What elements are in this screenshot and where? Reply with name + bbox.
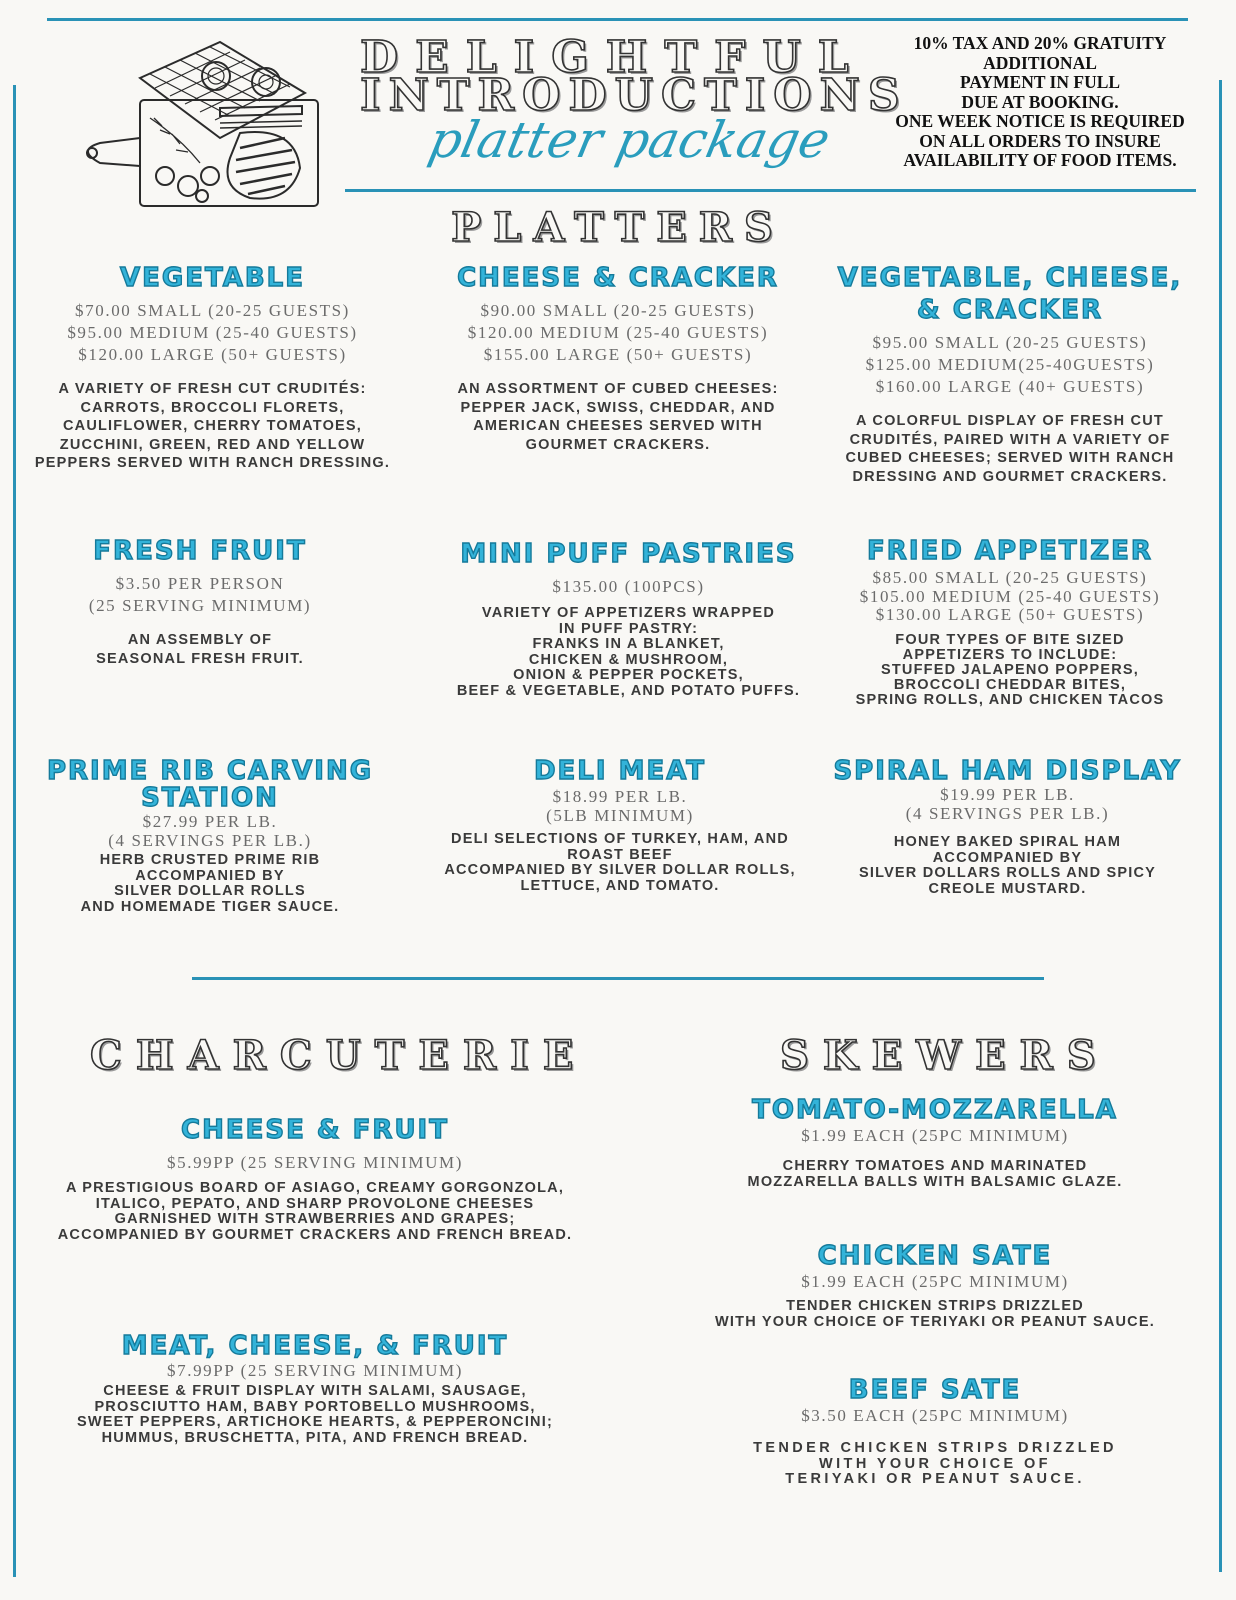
item-name: FRIED APPETIZER — [867, 536, 1153, 566]
item-name: CHEESE & FRUIT — [181, 1115, 449, 1145]
item-name: MINI PUFF PASTRIES — [460, 539, 797, 569]
item-name: PRIME RIB CARVING STATION — [46, 756, 374, 813]
charcuterie-heading: CHARCUTERIE — [90, 1032, 588, 1079]
item-name: MEAT, CHEESE, & FRUIT — [121, 1331, 509, 1361]
item-name: VEGETABLE, CHEESE, & CRACKER — [837, 263, 1183, 325]
menu-item-chicken-sate: CHICKEN SATE $1.99 EACH (25PC MINIMUM) TENDER CHICKEN STRIPS DRIZZLED WITH YOUR CHOICE OF TERIYAKI OR PEANUT SAUCE. — [665, 1241, 1205, 1330]
item-name: BEEF SATE — [848, 1375, 1022, 1405]
item-name: DELI MEAT — [533, 756, 707, 786]
item-name: FRESH FRUIT — [93, 536, 307, 566]
item-name: TOMATO-MOZZARELLA — [752, 1095, 1118, 1125]
script-subtitle: platter package — [423, 111, 836, 169]
menu-item-vegetable-cheese-cracker: VEGETABLE, CHEESE, & CRACKER $95.00 SMALL (20-25 GUESTS) $125.00 MEDIUM(25-40GUESTS) $160.00 LARGE (40+ GUESTS) A COLORFUL DISPLAY OF FRESH CUT CRUDITÉS, PAIRED WITH A VARIETY OF CUBED CHEESES; SERVED WITH RANCH DRESSING AND GOURMET CRACKERS. — [815, 262, 1205, 486]
title-line-2: INTRODUCTIONS — [360, 70, 908, 121]
title-line-1: DELIGHTFUL — [360, 32, 866, 83]
booking-notice: 10% TAX AND 20% GRATUITY ADDITIONAL PAYMENT IN FULL DUE AT BOOKING. ONE WEEK NOTICE IS REQUIRED ON ALL ORDERS TO INSURE AVAILABILITY OF FOOD ITEMS. — [895, 33, 1185, 170]
skewers-heading: SKEWERS — [780, 1032, 1110, 1079]
menu-item-vegetable: VEGETABLE $70.00 SMALL (20-25 GUESTS) $95.00 MEDIUM (25-40 GUESTS) $120.00 LARGE (50+ GUESTS) A VARIETY OF FRESH CUT CRUDITÉS: CARROTS, BROCCOLI FLORETS, CAULIFLOWER, CHERRY TOMATOES, ZUCCHINI, GREEN, RED AND YELLOW PEPPERS SERVED WITH RANCH DRESSING. — [10, 262, 415, 473]
section-divider — [192, 977, 1044, 980]
item-name: VEGETABLE — [120, 263, 305, 293]
menu-item-spiral-ham-display: SPIRAL HAM DISPLAY $19.99 PER LB. (4 SERVINGS PER LB.) HONEY BAKED SPIRAL HAM ACCOMPANIED BY SILVER DOLLARS ROLLS AND SPICY CREOLE MUSTARD. — [815, 758, 1200, 897]
right-border — [1219, 80, 1222, 1572]
item-name: CHEESE & CRACKER — [457, 263, 779, 293]
menu-item-beef-sate: BEEF SATE $3.50 EACH (25PC MINIMUM) TENDER CHICKEN STRIPS DRIZZLED WITH YOUR CHOICE OF TERIYAKI OR PEANUT SAUCE. — [665, 1375, 1205, 1488]
cutting-board-icon — [70, 38, 325, 210]
item-name: SPIRAL HAM DISPLAY — [833, 756, 1182, 786]
menu-item-tomato-mozzarella: TOMATO-MOZZARELLA $1.99 EACH (25PC MINIMUM) CHERRY TOMATOES AND MARINATED MOZZARELLA BALLS WITH BALSAMIC GLAZE. — [665, 1095, 1205, 1190]
platters-heading: PLATTERS — [451, 204, 785, 251]
header-rule — [345, 189, 1196, 192]
top-rule — [47, 18, 1188, 21]
item-name: CHICKEN SATE — [817, 1241, 1053, 1271]
menu-item-fried-appetizer: FRIED APPETIZER $85.00 SMALL (20-25 GUESTS) $105.00 MEDIUM (25-40 GUESTS) $130.00 LARGE (50+ GUESTS) FOUR TYPES OF BITE SIZED APPETIZERS TO INCLUDE: STUFFED JALAPENO POPPERS, BROCCOLI CHEDDAR BITES, SPRING ROLLS, AND CHICKEN TACOS — [820, 535, 1200, 708]
menu-item-prime-rib-carving-station: PRIME RIB CARVING STATION $27.99 PER LB. (4 SERVINGS PER LB.) HERB CRUSTED PRIME RIB ACCOMPANIED BY SILVER DOLLAR ROLLS AND HOMEMADE TIGER SAUCE. — [20, 758, 400, 915]
menu-item-cheese-fruit: CHEESE & FRUIT $5.99PP (25 SERVING MINIMUM) A PRESTIGIOUS BOARD OF ASIAGO, CREAMY GORGONZOLA, ITALICO, PEPATO, AND SHARP PROVOLONE CHEESES GARNISHED WITH STRAWBERRIES AND GRAPES; ACCOMPANIED BY GOURMET CRACKERS AND FRENCH BREAD. — [20, 1114, 610, 1243]
menu-item-mini-puff-pastries: MINI PUFF PASTRIES $135.00 (100PCS) VARIETY OF APPETIZERS WRAPPED IN PUFF PASTRY: FRANKS IN A BLANKET, CHICKEN & MUSHROOM, ONION & PEPPER POCKETS, BEEF & VEGETABLE, AND POTATO PUFFS. — [425, 538, 832, 699]
menu-item-deli-meat: DELI MEAT $18.99 PER LB. (5LB MINIMUM) DELI SELECTIONS OF TURKEY, HAM, AND ROAST BEEF ACCOMPANIED BY SILVER DOLLAR ROLLS, LETTUCE, AND TOMATO. — [420, 758, 820, 894]
menu-item-fresh-fruit: FRESH FRUIT $3.50 PER PERSON (25 SERVING MINIMUM) AN ASSEMBLY OF SEASONAL FRESH FRUIT. — [10, 535, 390, 668]
menu-item-cheese-cracker: CHEESE & CRACKER $90.00 SMALL (20-25 GUESTS) $120.00 MEDIUM (25-40 GUESTS) $155.00 LARGE (50+ GUESTS) AN ASSORTMENT OF CUBED CHEESES: PEPPER JACK, SWISS, CHEDDAR, AND AMERICAN CHEESES SERVED WITH GOURMET CRACKERS. — [418, 262, 818, 454]
menu-item-meat-cheese-fruit: MEAT, CHEESE, & FRUIT $7.99PP (25 SERVING MINIMUM) CHEESE & FRUIT DISPLAY WITH SALAMI, SAUSAGE, PROSCIUTTO HAM, BABY PORTOBELLO MUSHROOMS, SWEET PEPPERS, ARTICHOKE HEARTS, & PEPPERONCINI; HUMMUS, BRUSCHETTA, PITA, AND FRENCH BREAD. — [20, 1330, 610, 1446]
